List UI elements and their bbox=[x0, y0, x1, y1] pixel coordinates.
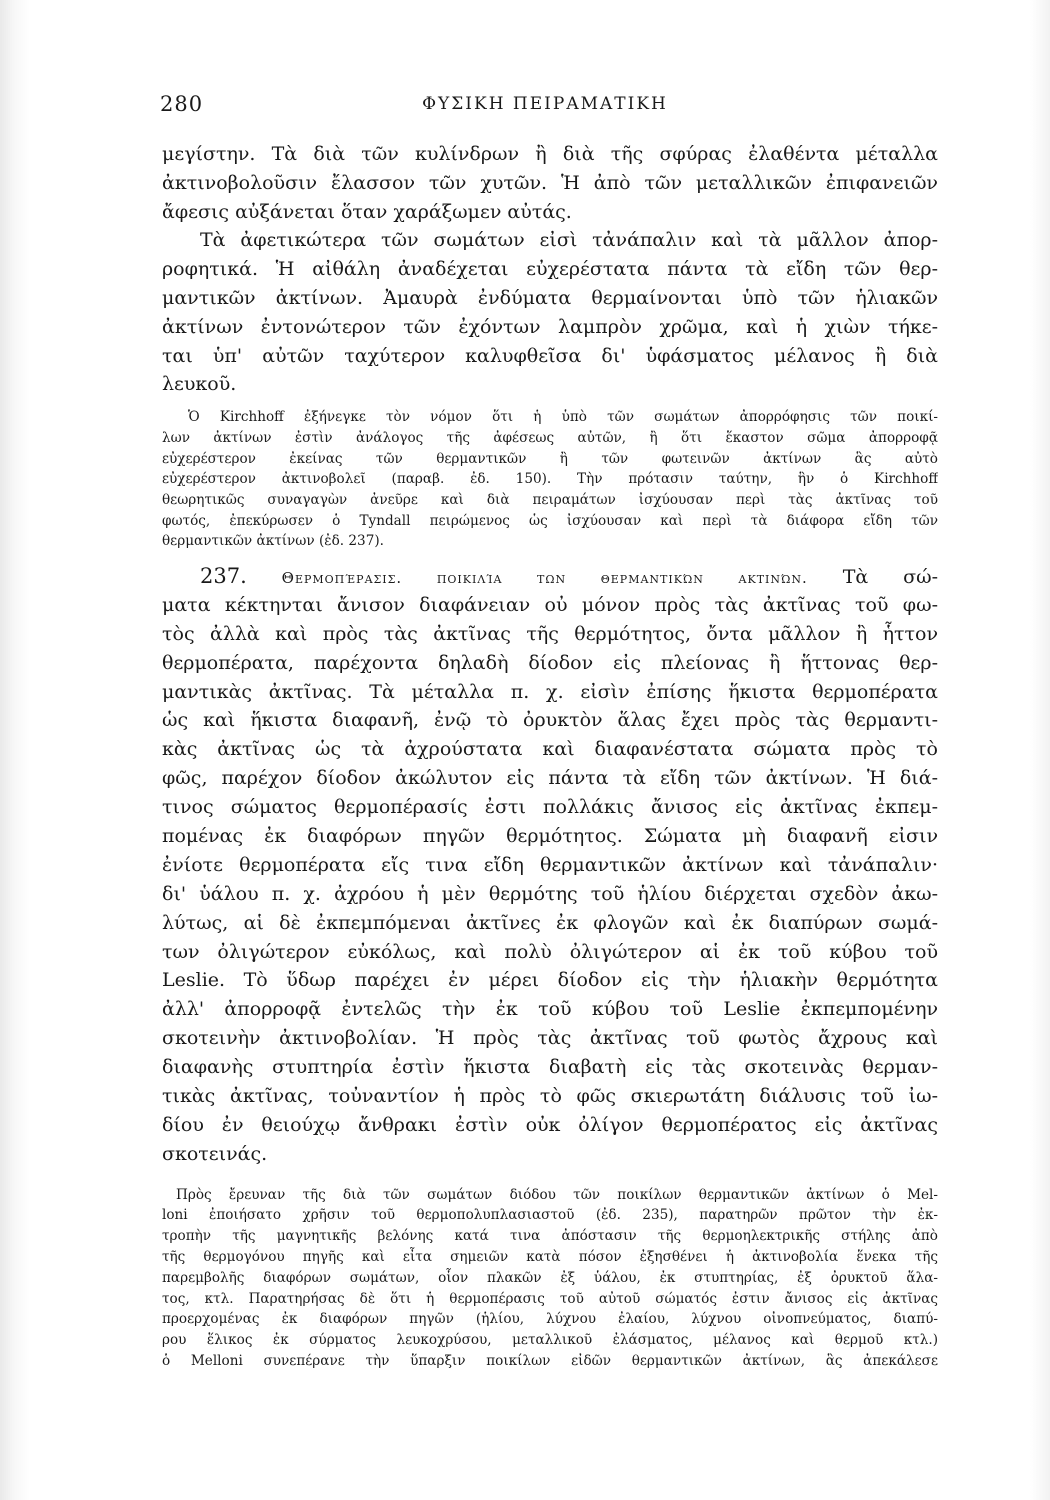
footnote-line: τος, κτλ. Παρατηρήσας δὲ ὅτι ἡ θερμοπέρασις τοῦ αὐτοῦ σώματός ἐστιν ἄνισος εἰς ἀκτῖνας bbox=[162, 1290, 938, 1307]
text-line: σκοτεινὴν ἀκτινοβολίαν. Ἡ πρὸς τὰς ἀκτῖνας τοῦ φωτὸς ἄχρους καὶ bbox=[162, 1027, 938, 1050]
text-line: τὸς ἀλλὰ καὶ πρὸς τὰς ἀκτῖνας τῆς θερμότητος, ὄντα μᾶλλον ἢ ἧττον bbox=[162, 622, 938, 645]
text-line: ὡς καὶ ἥκιστα διαφανῆ, ἐνῷ τὸ ὀρυκτὸν ἅλας ἔχει πρὸς τὰς θερμαντι- bbox=[162, 709, 938, 732]
footnote-line: θερμαντικῶν ἀκτίνων (ἐδ. 237). bbox=[162, 533, 384, 550]
text-line: πομένας ἐκ διαφόρων πηγῶν θερμότητος. Σώματα μὴ διαφανῆ εἰσιν bbox=[162, 825, 938, 847]
text-line: μαντικὰς ἀκτῖνας. Τὰ μέταλλα π. χ. εἰσὶν ἐπίσης ἥκιστα θερμοπέρατα bbox=[162, 680, 938, 703]
text-line: ἄφεσις αὐξάνεται ὅταν χαράξωμεν αὐτάς. bbox=[162, 200, 572, 223]
section-heading-line bbox=[162, 562, 938, 591]
footnote-line: λων ἀκτίνων ἐστὶν ἀνάλογος τῆς ἀφέσεως αὐτῶν, ἢ ὅτι ἕκαστον σῶμα ἀπορροφᾷ bbox=[162, 429, 938, 446]
section-237 bbox=[162, 562, 938, 1169]
footnote-kirchhoff bbox=[162, 407, 938, 552]
text-line: ροφητικά. Ἡ αἰθάλη ἀναδέχεται εὐχερέστατα πάντα τὰ εἴδη τῶν θερ- bbox=[162, 258, 938, 281]
text-line: δι' ὑάλου π. χ. ἀχρόου ἡ μὲν θερμότης τοῦ ἡλίου διέρχεται σχεδὸν ἀκω- bbox=[162, 882, 938, 905]
section-first-line-text: Τὰ σώ- bbox=[842, 565, 938, 588]
section-number: 237. bbox=[200, 563, 247, 588]
text-line: κὰς ἀκτῖνας ὡς τὰ ἀχρούστατα καὶ διαφανέστατα σώματα πρὸς τὸ bbox=[162, 738, 938, 761]
footnote-melloni bbox=[162, 1185, 938, 1372]
text-line: φῶς, παρέχον δίοδον ἀκώλυτον εἰς πάντα τὰ εἴδη τῶν ἀκτίνων. Ἡ διά- bbox=[162, 767, 938, 790]
section-heading: Θερμοπέρασις. ποικιλία των θερμαντικών ακτινών. bbox=[281, 568, 808, 587]
text-line: μεγίστην. Τὰ διὰ τῶν κυλίνδρων ἢ διὰ τῆς σφύρας ἐλαθέντα μέταλλα bbox=[162, 143, 938, 165]
text-line: ἀλλ' ἀπορροφᾷ ἐντελῶς τὴν ἐκ τοῦ κύβου τοῦ Leslie ἐκπεμπομένην bbox=[162, 998, 938, 1021]
page-body bbox=[162, 140, 938, 1372]
footnote-line: εὐχερέστερον ἐκείνας τῶν θερμαντικῶν ἢ τῶν φωτεινῶν ἀκτίνων ἃς αὐτὸ bbox=[162, 450, 938, 467]
text-line: Leslie. Τὸ ὕδωρ παρέχει ἐν μέρει δίοδον εἰς τὴν ἡλιακὴν θερμότητα bbox=[162, 969, 938, 992]
footnote-line: ρου ἕλικος ἐκ σύρματος λευκοχρύσου, μεταλλικοῦ ἐλάσματος, μέλανος καὶ θερμοῦ κτλ.) bbox=[162, 1332, 938, 1349]
footnote-line: Ὁ Kirchhoff ἐξήνεγκε τὸν νόμον ὅτι ἡ ὑπὸ τῶν σωμάτων ἀπορρόφησις τῶν ποικί- bbox=[188, 409, 938, 426]
footnote-line: θεωρητικῶς συναγαγὼν ἀνεῦρε καὶ διὰ πειραμάτων ἰσχύουσαν περὶ τὰς ἀκτῖνας τοῦ bbox=[162, 491, 938, 508]
page-header bbox=[160, 92, 930, 122]
footnote-line: Πρὸς ἔρευναν τῆς διὰ τῶν σωμάτων διόδου τῶν ποικίλων θερμαντικῶν ἀκτίνων ὁ Mel- bbox=[176, 1186, 938, 1203]
text-line: ἀκτινοβολοῦσιν ἔλασσον τῶν χυτῶν. Ἡ ἀπὸ τῶν μεταλλικῶν ἐπιφανειῶν bbox=[162, 171, 938, 194]
text-line: ἀκτίνων ἐντονώτερον τῶν ἐχόντων λαμπρὸν χρῶμα, καὶ ἡ χιὼν τήκε- bbox=[162, 315, 938, 338]
footnote-line: παρεμβολῆς διαφόρων σωμάτων, οἷον πλακῶν ἐξ ὑάλου, ἐκ στυπτηρίας, ἐξ ὀρυκτοῦ ἅλα- bbox=[162, 1269, 938, 1286]
text-line: ἐνίοτε θερμοπέρατα εἴς τινα εἴδη θερμαντικῶν ἀκτίνων καὶ τἀνάπαλιν· bbox=[162, 853, 938, 876]
text-line: δίου ἐν θειούχῳ ἄνθρακι ἐστὶν οὐκ ὀλίγον θερμοπέρατος εἰς ἀκτῖνας bbox=[162, 1113, 938, 1136]
text-line: λύτως, αἱ δὲ ἐκπεμπόμεναι ἀκτῖνες ἐκ φλογῶν καὶ ἐκ διαπύρων σωμά- bbox=[162, 911, 938, 934]
text-line: μαντικῶν ἀκτίνων. Ἀμαυρὰ ἐνδύματα θερμαίνονται ὑπὸ τῶν ἡλιακῶν bbox=[162, 286, 938, 309]
page-number: 280 bbox=[160, 92, 204, 116]
footnote-line: εὐχερέστερον ἀκτινοβολεῖ (παραβ. ἐδ. 150). Τὴν πρότασιν ταύτην, ἣν ὁ Kirchhoff bbox=[162, 471, 938, 488]
running-title: ΦΥΣΙΚΗ ΠΕΙΡΑΜΑΤΙΚΗ bbox=[422, 94, 668, 114]
footnote-line: τῆς θερμογόνου πηγῆς καὶ εἶτα σημειῶν κατὰ πόσον ἐξησθένει ἡ ἀκτινοβολία ἕνεκα τῆς bbox=[162, 1249, 938, 1266]
text-line: διαφανὴς στυπτηρία ἐστὶν ἥκιστα διαβατὴ εἰς τὰς σκοτεινὰς θερμαν- bbox=[162, 1056, 938, 1079]
text-line: τινος σώματος θερμοπέρασίς ἐστι πολλάκις ἄνισος εἰς ἀκτῖνας ἐκπεμ- bbox=[162, 796, 938, 819]
text-line: θερμοπέρατα, παρέχοντα δηλαδὴ δίοδον εἰς πλείονας ἢ ἥττονας θερ- bbox=[162, 651, 938, 674]
text-line: ται ὑπ' αὐτῶν ταχύτερον καλυφθεῖσα δι' ὑφάσματος μέλανος ἢ διὰ bbox=[162, 344, 938, 367]
text-line: τικὰς ἀκτῖνας, τοὐναντίον ἡ πρὸς τὸ φῶς σκιερωτάτη διάλυσις τοῦ ἰω- bbox=[162, 1085, 938, 1108]
paragraph-1 bbox=[162, 140, 938, 399]
footnote-line: προερχομένας ἐκ διαφόρων πηγῶν (ἡλίου, λύχνου ἐλαίου, λύχνου οἰνοπνεύματος, διαπύ- bbox=[162, 1311, 938, 1328]
text-line: σκοτεινάς. bbox=[162, 1142, 268, 1165]
text-line: Τὰ ἀφετικώτερα τῶν σωμάτων εἰσὶ τἀνάπαλιν καὶ τὰ μᾶλλον ἀπορ- bbox=[200, 229, 938, 252]
footnote-line: φωτός, ἐπεκύρωσεν ὁ Tyndall πειρώμενος ὡς ἰσχύουσαν καὶ περὶ τὰ διάφορα εἴδη τῶν bbox=[162, 512, 938, 529]
text-line: ματα κέκτηνται ἄνισον διαφάνειαν οὐ μόνον πρὸς τὰς ἀκτῖνας τοῦ φω- bbox=[162, 593, 938, 616]
footnote-line: loni ἐποιήσατο χρῆσιν τοῦ θερμοπολυπλασιαστοῦ (ἐδ. 235), παρατηρῶν πρῶτον τὴν ἐκ- bbox=[162, 1207, 938, 1224]
footnote-line: ὁ Melloni συνεπέρανε τὴν ὕπαρξιν ποικίλων εἰδῶν θερμαντικῶν ἀκτίνων, ἃς ἀπεκάλεσε bbox=[162, 1353, 938, 1370]
text-line: των ὀλιγώτερον εὐκόλως, καὶ πολὺ ὀλιγώτερον αἱ ἐκ τοῦ κύβου τοῦ bbox=[162, 940, 938, 963]
text-line: λευκοῦ. bbox=[162, 373, 237, 396]
footnote-line: τροπὴν τῆς μαγνητικῆς βελόνης κατά τινα ἀπόστασιν τῆς θερμοηλεκτρικῆς στήλης ἀπὸ bbox=[162, 1228, 938, 1245]
